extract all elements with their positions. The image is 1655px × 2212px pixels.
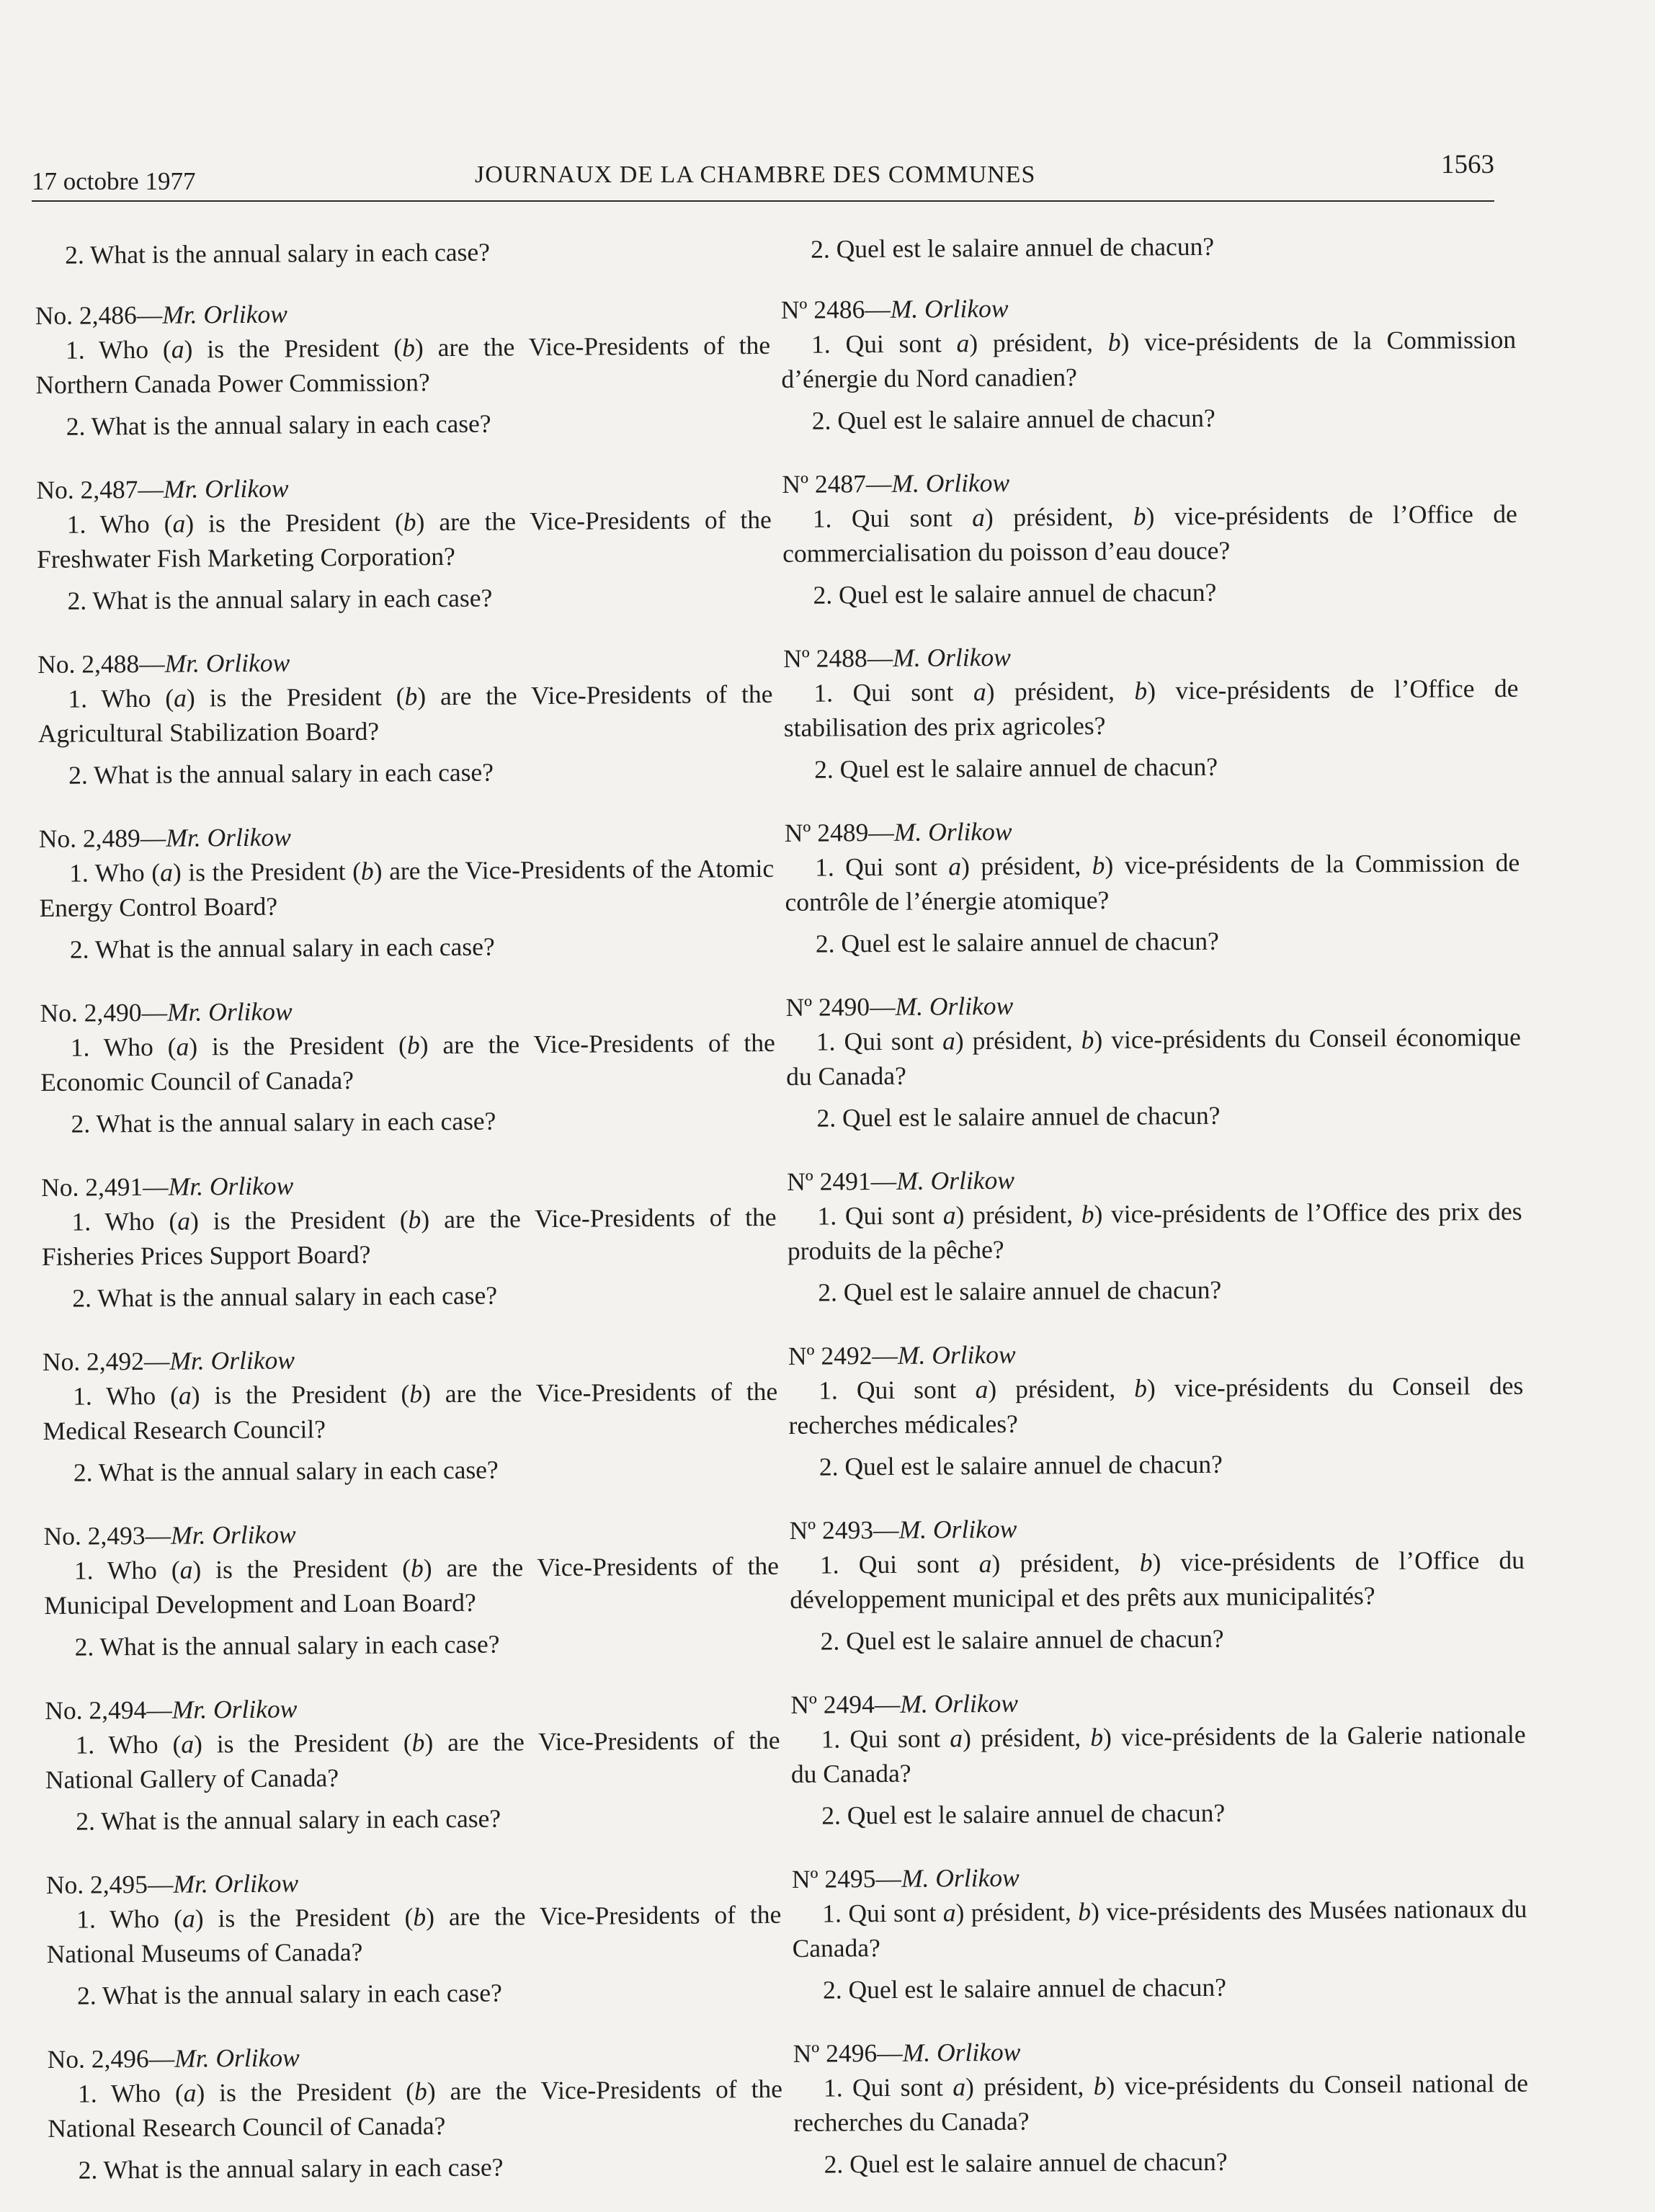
question-heading: [35, 293, 770, 333]
question-heading: [787, 1159, 1522, 1199]
question-number: No. 2,490—: [40, 997, 168, 1027]
question-part-1: 1. Who (a) is the President (b) are the Vice-Presidents of the National Museums of Canada?: [46, 1899, 782, 1968]
question-number: No. 2,492—: [42, 1346, 170, 1376]
question-part-1: 1. Qui sont a) président, b) vice-présidents de la Galerie nationale du Canada?: [790, 1719, 1526, 1788]
question-entry: [792, 1857, 1527, 2007]
question-heading: [788, 1334, 1523, 1373]
member-name: M. Orlikow: [896, 1165, 1015, 1195]
question-entry: [43, 1514, 779, 1664]
question-heading: [793, 2031, 1527, 2071]
page-header: [32, 141, 1494, 202]
question-part-1: 1. Qui sont a) président, b) vice-présidents de l’Office des prix des produits de la pêche?: [787, 1196, 1522, 1265]
question-heading: [37, 642, 772, 682]
question-part-1: 1. Who (a) is the President (b) are the Vice-Presidents of the National Research Council of Canada?: [48, 2074, 783, 2143]
member-name: M. Orlikow: [901, 1863, 1020, 1893]
question-part-2: 2. Quel est le salaire annuel de chacun?: [822, 1972, 1227, 2004]
question-heading: [46, 1863, 781, 1902]
question-entry: [45, 1688, 780, 1839]
question-part-1: 1. Qui sont a) président, b) vice-présidents du Conseil économique du Canada?: [786, 1022, 1521, 1091]
page-number: 1563: [1441, 150, 1494, 179]
question-entry: [790, 1682, 1526, 1833]
question-heading: [40, 991, 775, 1030]
member-name: Mr. Orlikow: [169, 1345, 295, 1375]
question-number: No. 2,487—: [36, 474, 164, 504]
member-name: Mr. Orlikow: [174, 2043, 300, 2073]
member-name: M. Orlikow: [897, 1339, 1016, 1370]
question-entry: [783, 636, 1519, 787]
question-entry: [789, 1508, 1525, 1659]
question-heading: [785, 811, 1520, 850]
french-column: [780, 227, 1529, 2182]
question-part-2: 2. What is the annual salary in each case?: [78, 2152, 504, 2185]
question-entry: [788, 1334, 1524, 1484]
question-entry: [793, 2031, 1528, 2182]
question-number: No. 2,493—: [43, 1520, 171, 1551]
question-heading: [43, 1339, 777, 1379]
question-heading: [789, 1508, 1524, 1548]
question-part-2: 2. What is the annual salary in each case?: [74, 1629, 500, 1662]
question-part-1: 1. Qui sont a) président, b) vice-présidents des Musées nationaux du Canada?: [792, 1894, 1527, 1963]
question-part-1: 1. Qui sont a) président, b) vice-présidents de l’Office du développement municipal et des prêts aux municipalités?: [790, 1545, 1525, 1614]
question-number: Nº 2489—: [784, 817, 894, 847]
question-part-2: 2. What is the annual salary in each case?: [73, 1455, 499, 1487]
question-heading: [41, 1165, 776, 1205]
question-number: Nº 2496—: [793, 2038, 903, 2068]
member-name: M. Orlikow: [891, 468, 1010, 498]
question-part-2: 2. Quel est le salaire annuel de chacun?: [818, 1449, 1223, 1481]
question-part-1: 1. Qui sont a) président, b) vice-présidents du Conseil des recherches médicales?: [788, 1370, 1524, 1440]
question-number: Nº 2486—: [780, 294, 891, 324]
question-part-2: 2. Quel est le salaire annuel de chacun?: [821, 1798, 1226, 1830]
question-heading: [782, 462, 1517, 501]
question-part-2: 2. Quel est le salaire annuel de chacun?: [813, 577, 1217, 610]
question-part-1: 1. Who (a) is the President (b) are the Vice-Presidents of the Northern Canada Power Commission?: [35, 330, 771, 399]
question-number: Nº 2492—: [788, 1340, 898, 1370]
question-part-1: 1. Who (a) is the President (b) are the Vice-Presidents of the Freshwater Fish Marketing Corporation?: [36, 504, 772, 574]
question-entry: [785, 811, 1520, 961]
question-heading: [792, 1857, 1527, 1896]
question-part-2: 2. Quel est le salaire annuel de chacun?: [814, 752, 1218, 784]
question-part-1: 1. Qui sont a) président, b) vice-présidents de l’Office de stabilisation des prix agricoles?: [783, 673, 1519, 742]
member-name: M. Orlikow: [902, 2037, 1021, 2067]
question-number: Nº 2495—: [791, 1863, 902, 1894]
question-heading: [783, 636, 1518, 676]
member-name: Mr. Orlikow: [173, 1868, 299, 1899]
member-name: M. Orlikow: [898, 1514, 1017, 1544]
question-number: No. 2,486—: [35, 300, 163, 330]
question-entry: [47, 2037, 782, 2188]
question-part-2: 2. Quel est le salaire annuel de chacun?: [824, 2146, 1228, 2179]
question-number: Nº 2494—: [790, 1689, 901, 1719]
question-part-1: 1. Qui sont a) président, b) vice-présidents du Conseil national de recherches du Canada?: [793, 2068, 1529, 2137]
question-part-1: 1. Who (a) is the President (b) are the Vice-Presidents of the Atomic Energy Control Board?: [39, 853, 775, 922]
question-part-1: 1. Qui sont a) président, b) vice-présidents de la Commission d’énergie du Nord canadien?: [781, 324, 1517, 393]
question-part-2: 2. Quel est le salaire annuel de chacun?: [818, 1275, 1222, 1307]
question-heading: [47, 2037, 782, 2077]
question-entry: [46, 1863, 782, 2013]
question-number: Nº 2488—: [782, 643, 893, 673]
question-part-2: 2. Quel est le salaire annuel de chacun?: [816, 1100, 1221, 1133]
member-name: Mr. Orlikow: [166, 822, 292, 852]
first-salary-question: 2. Quel est le salaire annuel de chacun?: [811, 231, 1215, 264]
question-part-1: 1. Qui sont a) président, b) vice-présidents de la Commission de contrôle de l’énergie atomique?: [785, 847, 1520, 917]
question-entry: [787, 1159, 1522, 1310]
question-heading: [39, 816, 774, 856]
question-part-1: 1. Who (a) is the President (b) are the Vice-Presidents of the National Gallery of Canada?: [45, 1725, 780, 1794]
question-heading: [45, 1688, 780, 1728]
question-entry: [37, 642, 773, 793]
question-number: No. 2,494—: [45, 1695, 172, 1725]
question-part-2: 2. What is the annual salary in each case?: [68, 757, 494, 790]
member-name: M. Orlikow: [893, 816, 1012, 847]
question-heading: [785, 985, 1520, 1025]
question-part-2: 2. Quel est le salaire annuel de chacun?: [815, 926, 1219, 958]
question-heading: [781, 287, 1516, 327]
question-part-1: 1. Qui sont a) président, b) vice-présidents de l’Office de commercialisation du poisson d’eau douce?: [782, 499, 1517, 568]
member-name: Mr. Orlikow: [171, 1694, 298, 1724]
question-number: No. 2,495—: [45, 1869, 174, 1899]
question-part-2: 2. Quel est le salaire annuel de chacun?: [811, 403, 1215, 435]
question-part-2: 2. What is the annual salary in each case?: [72, 1280, 498, 1313]
question-part-1: 1. Who (a) is the President (b) are the Vice-Presidents of the Agricultural Stabilization Board?: [37, 679, 773, 748]
question-number: Nº 2487—: [782, 468, 892, 499]
question-heading: [43, 1514, 778, 1553]
question-part-2: 2. What is the annual salary in each case?: [66, 409, 491, 441]
question-number: Nº 2491—: [787, 1166, 897, 1196]
member-name: Mr. Orlikow: [170, 1520, 296, 1550]
journal-title: JOURNAUX DE LA CHAMBRE DES COMMUNES: [475, 161, 1036, 188]
question-part-2: 2. What is the annual salary in each case?: [69, 932, 495, 964]
question-part-1: 1. Who (a) is the President (b) are the Vice-Presidents of the Economic Council of Canada?: [40, 1027, 775, 1097]
question-part-2: 2. What is the annual salary in each case?: [76, 1978, 502, 2010]
question-part-1: 1. Who (a) is the President (b) are the Vice-Presidents of the Medical Research Council?: [43, 1376, 778, 1445]
first-salary-question: 2. What is the annual salary in each case?: [65, 237, 491, 269]
member-name: Mr. Orlikow: [164, 648, 290, 678]
question-entry: [40, 991, 775, 1141]
question-number: Nº 2493—: [789, 1515, 899, 1545]
member-name: Mr. Orlikow: [162, 299, 287, 329]
member-name: M. Orlikow: [890, 293, 1009, 324]
question-heading: [36, 468, 771, 507]
question-number: No. 2,488—: [37, 648, 165, 679]
question-part-2: 2. Quel est le salaire annuel de chacun?: [820, 1623, 1224, 1656]
english-column: [35, 233, 783, 2188]
question-heading: [790, 1682, 1525, 1722]
question-entry: [41, 1165, 777, 1316]
header-date: 17 octobre 1977: [32, 167, 196, 195]
question-entry: [39, 816, 775, 967]
member-name: M. Orlikow: [900, 1688, 1019, 1718]
question-entry: [785, 985, 1521, 1136]
question-entry: [781, 287, 1517, 438]
member-name: Mr. Orlikow: [166, 996, 293, 1027]
question-entry: [782, 462, 1517, 612]
member-name: Mr. Orlikow: [168, 1171, 294, 1201]
question-number: No. 2,491—: [41, 1172, 169, 1202]
question-entry: [43, 1339, 778, 1490]
question-entry: [36, 468, 772, 618]
question-number: No. 2,496—: [47, 2043, 175, 2074]
question-part-1: 1. Who (a) is the President (b) are the Vice-Presidents of the Municipal Development and Loan Board?: [44, 1551, 780, 1620]
member-name: Mr. Orlikow: [163, 473, 289, 504]
member-name: M. Orlikow: [895, 991, 1014, 1021]
member-name: M. Orlikow: [893, 642, 1011, 672]
question-part-1: 1. Who (a) is the President (b) are the Vice-Presidents of the Fisheries Prices Support Board?: [41, 1202, 777, 1271]
question-part-2: 2. What is the annual salary in each case?: [67, 583, 493, 615]
question-number: Nº 2490—: [785, 991, 896, 1022]
question-part-2: 2. What is the annual salary in each case?: [71, 1106, 496, 1138]
question-number: No. 2,489—: [38, 823, 166, 853]
question-part-2: 2. What is the annual salary in each case?: [76, 1803, 501, 1836]
question-entry: [35, 293, 771, 444]
